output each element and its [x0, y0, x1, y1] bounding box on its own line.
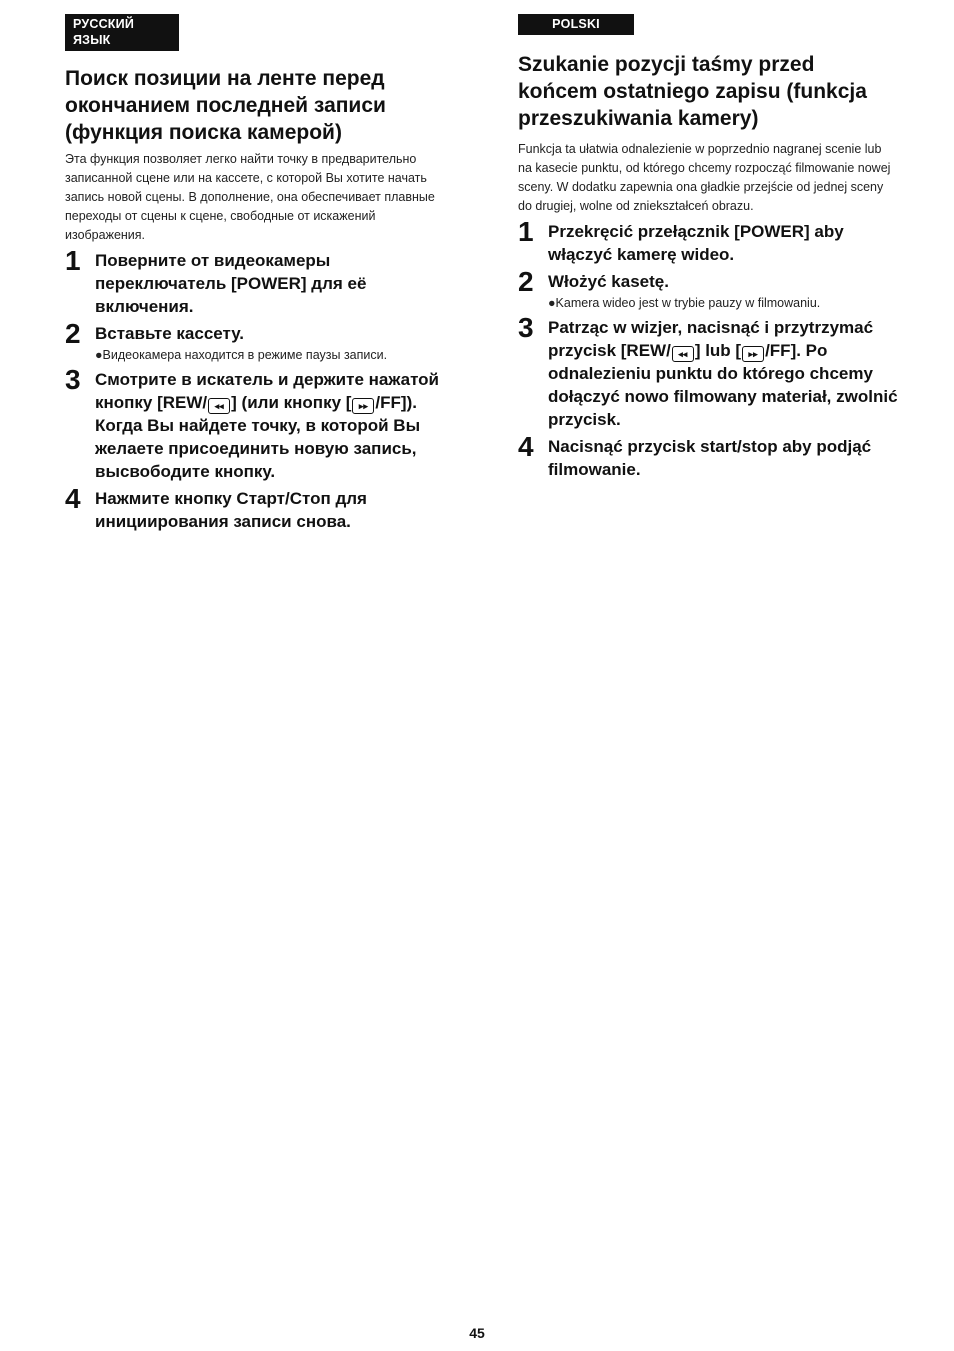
section-title-russian: Поиск позиции на ленте перед окончанием последней записи (функция поиска камерой) — [65, 67, 386, 144]
intro-text-polish: Funkcja ta ułatwia odnalezienie w poprzednio nagranej scenie lub na kasecie punktu, od którego chcemy rozpocząć filmowanie nowej sceny. W dodatku zapewnia ona gładkie przejście od jednej sceny do drugiej, wolne od zniekształceń obrazu. — [518, 142, 891, 213]
step-text — [95, 368, 457, 483]
step-2-polish — [518, 266, 898, 312]
step-number: 2 — [65, 318, 81, 349]
step-2-russian — [65, 318, 457, 364]
step-number: 4 — [65, 483, 81, 514]
step-text-part: /FF]. Po odnalezieniu punktu do którego chcemy dołączyć nowo filmowany materiał, zwolnić przycisk. — [548, 341, 898, 429]
fast-forward-icon: ▸▸ — [742, 346, 764, 362]
step-number: 4 — [518, 431, 534, 462]
step-text-part: /FF]). Когда Вы найдете точку, в которой Вы желаете присоединить новую запись, высвободите кнопку. — [95, 393, 421, 481]
rewind-icon: ◂◂ — [672, 346, 694, 362]
step-text-part: ] (или кнопку [ — [231, 393, 352, 412]
step-text: Нажмите кнопку Старт/Стоп для инициирования записи снова. — [95, 489, 367, 531]
polish-column — [518, 14, 898, 481]
step-text: Поверните от видеокамеры переключатель [POWER] для её включения. — [95, 251, 367, 316]
step-number: 2 — [518, 266, 534, 297]
step-number: 3 — [65, 364, 81, 395]
section-title-polish: Szukanie pozycji taśmy przed końcem ostatniego zapisu (funkcja przeszukiwania kamery) — [518, 53, 867, 130]
step-text: Przekręcić przełącznik [POWER] aby włączyć kamerę wideo. — [548, 222, 844, 264]
intro-text-russian: Эта функция позволяет легко найти точку в предварительно записанной сцене или на кассете, с которой Вы хотите начать запись новой сцены. В дополнение, она обеспечивает плавные переходы от сцены к сцене, свободные от искажений изображения. — [65, 152, 435, 242]
step-4-polish — [518, 431, 898, 481]
step-number: 1 — [65, 245, 81, 276]
step-3-russian — [65, 364, 457, 483]
step-text-part: Patrząc w wizjer, nacisnąć i przytrzymać przycisk [REW/ — [548, 318, 874, 360]
step-text: Вставьте кассету. — [95, 324, 244, 343]
step-number: 3 — [518, 312, 534, 343]
rewind-icon: ◂◂ — [208, 398, 230, 414]
step-number: 1 — [518, 216, 534, 247]
fast-forward-icon: ▸▸ — [352, 398, 374, 414]
step-text-part: Смотрите в искатель и держите нажатой кнопку [REW/ — [95, 370, 440, 412]
step-4-russian — [65, 483, 457, 533]
language-tag-polish: POLSKI — [518, 14, 634, 35]
step-note: ●Видеокамера находится в режиме паузы записи. — [95, 348, 388, 362]
step-1-russian — [65, 245, 457, 318]
step-text — [548, 316, 898, 431]
step-1-polish — [518, 216, 898, 266]
language-tag-russian: РУССКИЙ ЯЗЫК — [65, 14, 179, 51]
page-number: 45 — [469, 1325, 485, 1341]
step-text: Włożyć kasetę. — [548, 272, 669, 291]
step-3-polish — [518, 312, 898, 431]
step-note: ●Kamera wideo jest w trybie pauzy w filmowaniu. — [548, 296, 821, 310]
step-text: Nacisnąć przycisk start/stop aby podjąć filmowanie. — [548, 437, 872, 479]
step-text-part: ] lub [ — [694, 341, 742, 360]
russian-column — [65, 14, 457, 533]
